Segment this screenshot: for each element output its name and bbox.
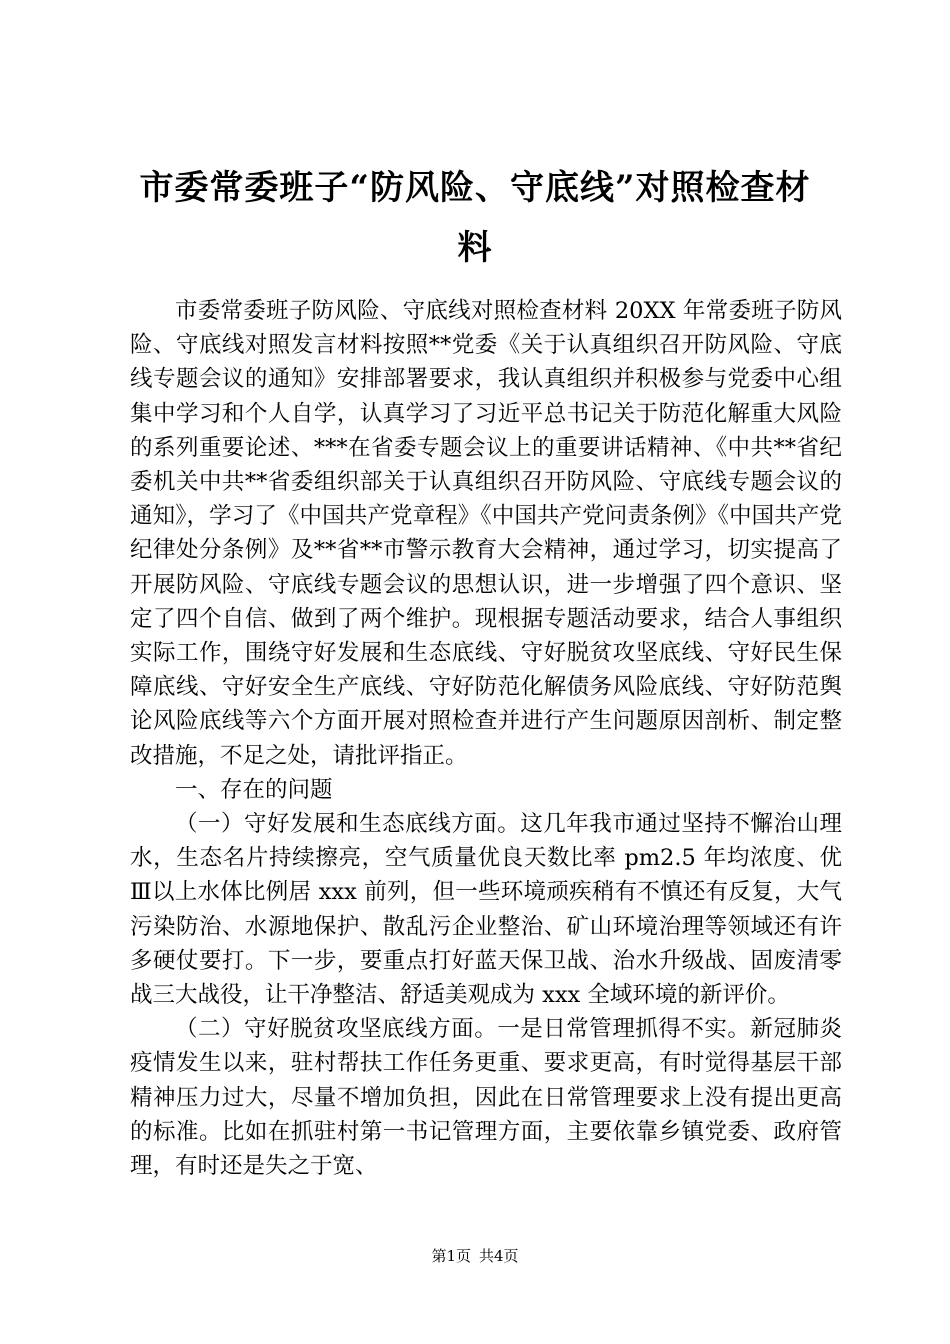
section-heading: 一、存在的问题	[175, 776, 333, 803]
paragraph-poverty: （二）守好脱贫攻坚底线方面。一是日常管理抓得不实。新冠肺炎疫情发生以来，驻村帮扶工作任务更重、要求更高，有时觉得基层干部精神压力过大，尽量不增加负担，因此在日常管理要求上没有提出更高的标准。比如在抓驻村第一书记管理方面，主要依靠乡镇党委、政府管理，有时还是失之于宽、	[130, 1016, 842, 1180]
paragraph-intro: 市委常委班子防风险、守底线对照检查材料 20XX 年常委班子防风险、守底线对照发言材料按照**党委《关于认真组织召开防风险、守底线专题会议的通知》安排部署要求，我认真组织并积极参与党委中心组集中学习和个人自学，认真学习了习近平总书记关于防范化解重大风险的系列重要论述、***在省委专题会议上的重要讲话精神、《中共**省纪委机关中共**省委组织部关于认真组织召开防风险、守底线专题会议的通知》，学习了《中国共产党章程》《中国共产党问责条例》《中国共产党纪律处分条例》及**省**市警示教育大会精神，通过学习，切实提高了开展防风险、守底线专题会议的思想认识，进一步增强了四个意识、坚定了四个自信、做到了两个维护。现根据专题活动要求，结合人事组织实际工作，围绕守好发展和生态底线、守好脱贫攻坚底线、守好民生保障底线、守好安全生产底线、守好防范化解债务风险底线、守好防范舆论风险底线等六个方面开展对照检查并进行产生问题原因剖析、制定整改措施，不足之处，请批评指正。	[130, 298, 842, 769]
document-body	[130, 294, 842, 1183]
document-title: 市委常委班子“防风险、守底线”对照检查材料	[139, 168, 811, 268]
paragraph-ecology: （一）守好发展和生态底线方面。这几年我市通过坚持不懈治山理水，生态名片持续擦亮，空气质量优良天数比率 pm2.5 年均浓度、优Ⅲ以上水体比例居 xxx 前列，但一些环境顽疾稍有不慎还有反复，大气污染防治、水源地保护、散乱污企业整治、矿山环境治理等领域还有许多硬仗要打。下一步，要重点打好蓝天保卫战、治水升级战、固废清零战三大战役，让干净整洁、舒适美观成为 xxx 全域环境的新评价。	[130, 811, 842, 1009]
page-total: 共4页	[479, 1247, 519, 1265]
page-footer	[0, 1246, 950, 1266]
page-number: 第1页	[431, 1247, 471, 1265]
